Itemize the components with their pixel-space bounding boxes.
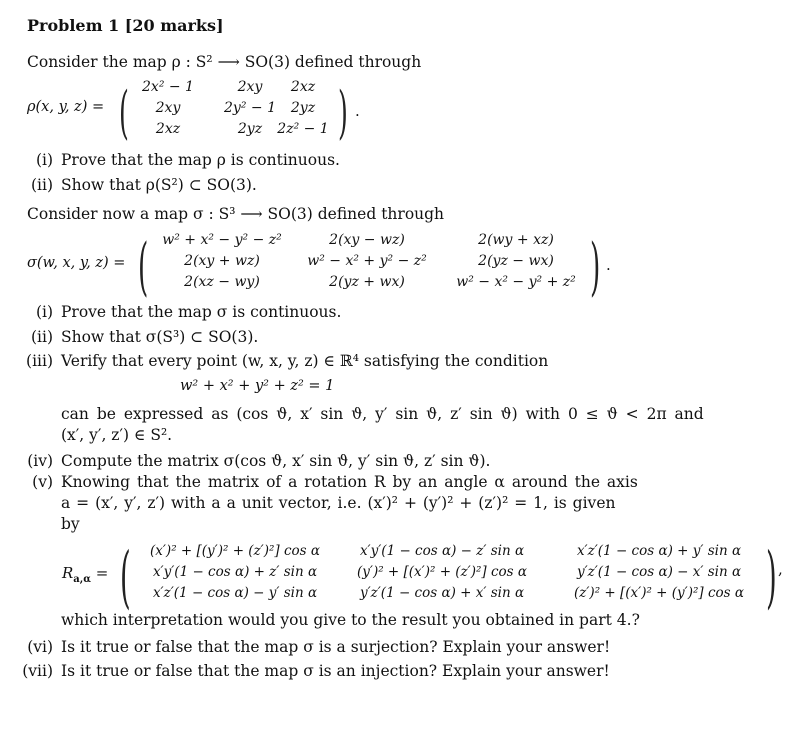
rho-right-paren: ) xyxy=(338,78,348,146)
sigma-right-paren: ) xyxy=(590,231,601,304)
sigma-item-iii-text: Verify that every point (w, x, y, z) ∈ ℝ⁴ satisfying the condition xyxy=(61,352,549,370)
R-m-1-1: (x′)² + [(y′)² + (z′)²] cos α xyxy=(149,543,321,559)
item-v-line1: Knowing that the matrix of a rotation R by an angle α around the axis xyxy=(61,473,638,491)
sigma-lhs: σ(w, x, y, z) = xyxy=(27,255,126,271)
sigma-m-3-1: 2(xz − wy) xyxy=(184,274,260,290)
sigma-m-2-2: w² − x² + y² − z² xyxy=(307,253,427,269)
item-vi-text: Is it true or false that the map σ is a surjection? Explain your answer! xyxy=(61,638,611,656)
sigma-period: . xyxy=(606,256,611,274)
item-v-line2: a = (x′, y′, z′) with a a unit vector, i.e. (x′)² + (y′)² + (z′)² = 1, is given xyxy=(61,494,616,512)
sigma-item-ii-label: (ii) xyxy=(30,328,53,346)
R-m-1-3: x′z′(1 − cos α) + y′ sin α xyxy=(576,543,742,559)
sigma-m-1-1: w² + x² − y² − z² xyxy=(162,232,282,248)
item-vii-label: (vii) xyxy=(22,662,53,680)
R-equals: = xyxy=(95,564,109,582)
item-vi-label: (vi) xyxy=(27,638,53,656)
R-m-3-2: y′z′(1 − cos α) + x′ sin α xyxy=(359,585,525,601)
sigma-m-2-3: 2(yz − wx) xyxy=(478,253,554,269)
rho-m-1-1: 2x² − 1 xyxy=(142,79,194,95)
item-iv-label: (iv) xyxy=(27,452,53,470)
sigma-m-3-2: 2(yz + wx) xyxy=(329,274,405,290)
rho-item-ii-label: (ii) xyxy=(30,176,53,194)
R-m-3-3: (z′)² + [(x′)² + (y′)²] cos α xyxy=(573,585,745,601)
sigma-left-paren: ( xyxy=(138,231,149,304)
sigma-m-3-3: w² − x² − y² + z² xyxy=(456,274,576,290)
item-vii-text: Is it true or false that the map σ is an injection? Explain your answer! xyxy=(61,662,610,680)
R-comma: , xyxy=(778,560,783,578)
rho-intro: Consider the map ρ : S² ⟶ SO(3) defined through xyxy=(27,53,422,71)
sigma-intro: Consider now a map σ : S³ ⟶ SO(3) defined through xyxy=(27,205,445,223)
R-m-3-1: x′z′(1 − cos α) − y′ sin α xyxy=(152,585,318,601)
R-m-2-2: (y′)² + [(x′)² + (z′)²] cos α xyxy=(356,564,528,580)
rho-period: . xyxy=(355,102,360,120)
R-subscript: a,α xyxy=(73,574,91,585)
rho-m-1-2: 2xy xyxy=(237,79,263,95)
sigma-item-i-text: Prove that the map σ is continuous. xyxy=(61,303,342,321)
R-lhs xyxy=(62,564,108,585)
iii-continuation-1: can be expressed as (cos ϑ, x′ sin ϑ, y′ sin ϑ, z′ sin ϑ) with 0 ≤ ϑ < 2π and xyxy=(61,405,704,423)
rho-item-i-text: Prove that the map ρ is continuous. xyxy=(61,151,340,169)
R-left-paren: ( xyxy=(120,538,131,617)
iii-continuation-2: (x′, y′, z′) ∈ S². xyxy=(61,426,173,444)
sigma-item-iii-label: (iii) xyxy=(26,352,53,370)
sigma-item-i-label: (i) xyxy=(35,303,53,321)
R-m-2-1: x′y′(1 − cos α) + z′ sin α xyxy=(152,564,318,580)
rho-m-1-3: 2xz xyxy=(290,79,316,95)
rho-m-2-1: 2xy xyxy=(155,100,181,116)
rho-m-3-1: 2xz xyxy=(155,121,181,137)
problem-title: Problem 1 [20 marks] xyxy=(27,16,224,35)
R-right-paren: ) xyxy=(766,538,777,617)
sigma-item-ii-text: Show that σ(S³) ⊂ SO(3). xyxy=(61,328,259,346)
R-m-2-3: y′z′(1 − cos α) − x′ sin α xyxy=(576,564,742,580)
rho-m-3-2: 2yz xyxy=(237,121,263,137)
R-symbol: R xyxy=(62,564,74,582)
sigma-m-2-1: 2(xy + wz) xyxy=(184,253,260,269)
item-v-label: (v) xyxy=(32,473,53,491)
sigma-m-1-3: 2(wy + xz) xyxy=(478,232,554,248)
rho-item-ii-text: Show that ρ(S²) ⊂ SO(3). xyxy=(61,176,257,194)
item-v-question: which interpretation would you give to the result you obtained in part 4.? xyxy=(61,611,640,629)
R-m-1-2: x′y′(1 − cos α) − z′ sin α xyxy=(359,543,525,559)
sigma-m-1-2: 2(xy − wz) xyxy=(329,232,405,248)
rho-item-i-label: (i) xyxy=(35,151,53,169)
rho-left-paren: ( xyxy=(119,78,129,146)
rho-lhs: ρ(x, y, z) = xyxy=(27,99,105,115)
rho-m-2-3: 2yz xyxy=(290,100,316,116)
item-iv-text: Compute the matrix σ(cos ϑ, x′ sin ϑ, y′ sin ϑ, z′ sin ϑ). xyxy=(61,452,491,470)
condition-equation: w² + x² + y² + z² = 1 xyxy=(180,378,335,394)
rho-m-2-2: 2y² − 1 xyxy=(224,100,276,116)
item-v-line3: by xyxy=(61,515,80,533)
rho-m-3-3: 2z² − 1 xyxy=(277,121,329,137)
